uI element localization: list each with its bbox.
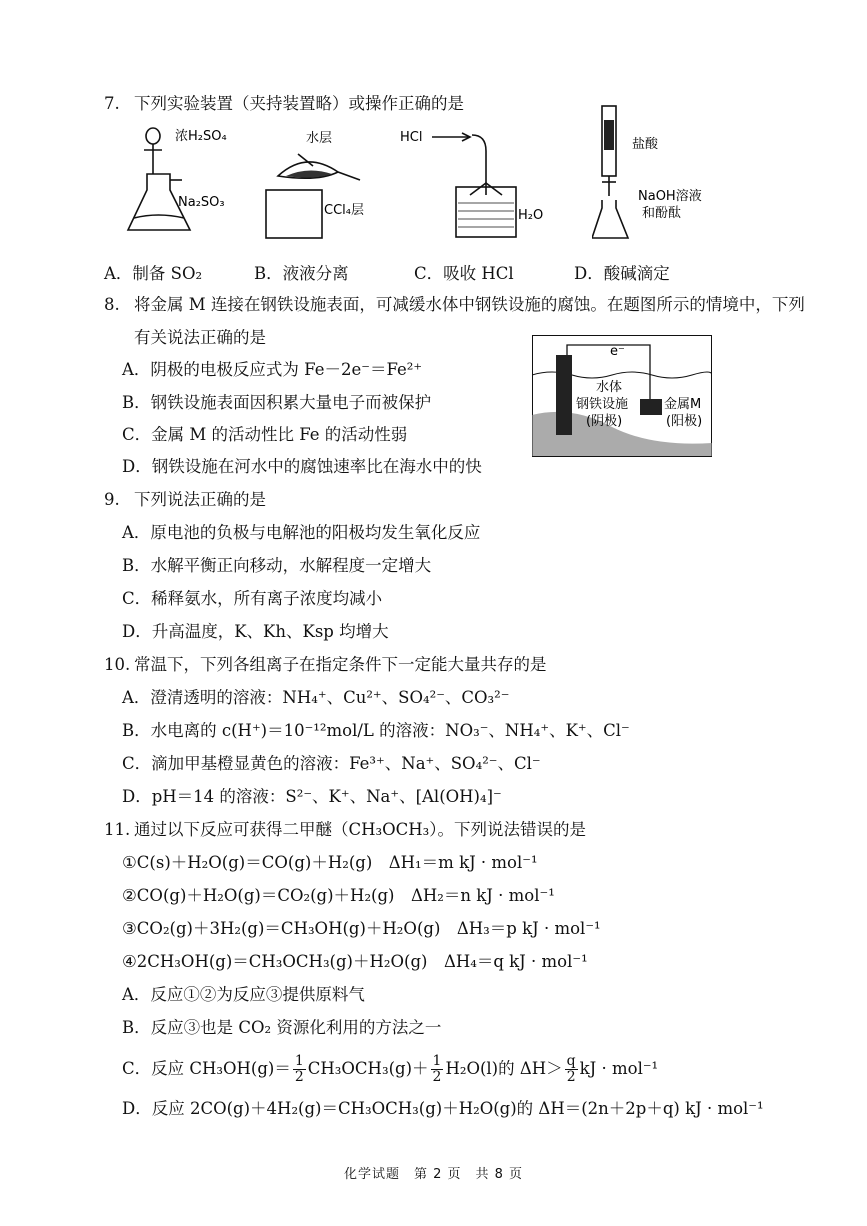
q7-stem-text: 下列实验装置（夹持装置略）或操作正确的是	[134, 94, 464, 113]
q7-option-a[interactable]: A．制备 SO₂	[104, 264, 203, 283]
q8-option-d[interactable]: D．钢铁设施在河水中的腐蚀速率比在海水中的快	[122, 457, 482, 476]
apparatus-a-so2-generator	[120, 118, 250, 243]
label-metal-m: 金属M	[664, 397, 702, 412]
q9-stem-text: 下列说法正确的是	[134, 490, 266, 509]
q11-stem-text: 通过以下反应可获得二甲醚（CH₃OCH₃）。下列说法错误的是	[134, 820, 587, 839]
q7-number: 7.	[104, 94, 120, 113]
q9-stem	[104, 489, 266, 511]
q9-option-a[interactable]: A．原电池的负极与电解池的阳极均发生氧化反应	[122, 523, 481, 542]
fraction-denominator: 2	[432, 1069, 442, 1085]
fraction-denominator: 2	[294, 1069, 304, 1085]
q8-stem-line2: 有关说法正确的是	[134, 328, 266, 347]
q11-reaction-1: ①C(s)＋H₂O(g)＝CO(g)＋H₂(g) ΔH₁＝m kJ · mol⁻¹	[122, 853, 538, 872]
q11-option-c-mid2: H₂O(l)的 ΔH＞	[445, 1059, 563, 1078]
q7-stem	[104, 93, 464, 115]
q10-option-b[interactable]: B．水电离的 c(H⁺)＝10⁻¹²mol/L 的溶液：NO₃⁻、NH₄⁺、K⁺、Cl⁻	[122, 721, 630, 740]
label-hydrochloric-acid: 盐酸	[632, 137, 659, 152]
q11-option-a[interactable]: A．反应①②为反应③提供原料气	[122, 985, 365, 1004]
apparatus-c-hcl-absorption	[400, 125, 550, 243]
q11-option-c-prefix: C．反应 CH₃OH(g)＝	[122, 1059, 291, 1078]
q7-option-d[interactable]: D．酸碱滴定	[574, 264, 670, 283]
q8-stem-line1	[104, 294, 805, 316]
q11-number: 11.	[104, 820, 131, 839]
q7-options	[104, 263, 670, 285]
label-h2o: H₂O	[518, 208, 544, 223]
fraction-half-1	[293, 1054, 306, 1085]
label-hcl: HCl	[400, 130, 423, 145]
q11-option-b[interactable]: B．反应③也是 CO₂ 资源化利用的方法之一	[122, 1018, 442, 1037]
q11-option-d[interactable]: D．反应 2CO(g)＋4H₂(g)＝CH₃OCH₃(g)＋H₂O(g)的 ΔH＝(2n＋2p＋q) kJ · mol⁻¹	[122, 1099, 764, 1118]
q10-option-c[interactable]: C．滴加甲基橙显黄色的溶液：Fe³⁺、Na⁺、SO₄²⁻、Cl⁻	[122, 754, 541, 773]
label-electron: e⁻	[610, 344, 625, 359]
fraction-numerator: 1	[294, 1053, 304, 1069]
fraction-half-2	[431, 1054, 444, 1085]
label-phenolphthalein: 和酚酞	[642, 206, 682, 221]
q8-number: 8.	[104, 295, 120, 314]
fraction-denominator: 2	[566, 1069, 576, 1085]
q11-option-c[interactable]	[122, 1052, 658, 1086]
q8-option-a[interactable]: A．阴极的电极反应式为 Fe－2e⁻＝Fe²⁺	[122, 360, 423, 379]
q9-option-c[interactable]: C．稀释氨水，所有离子浓度均减小	[122, 589, 383, 608]
q8-option-b[interactable]: B．钢铁设施表面因积累大量电子而被保护	[122, 393, 432, 412]
q8-corrosion-diagram	[532, 335, 712, 457]
q11-reaction-2: ②CO(g)＋H₂O(g)＝CO₂(g)＋H₂(g) ΔH₂＝n kJ · mol⁻¹	[122, 886, 555, 905]
label-conc-h2so4: 浓H₂SO₄	[175, 129, 227, 144]
q10-stem-text: 常温下，下列各组离子在指定条件下一定能大量共存的是	[134, 655, 547, 674]
q10-option-d[interactable]: D．pH＝14 的溶液：S²⁻、K⁺、Na⁺、[Al(OH)₄]⁻	[122, 787, 502, 806]
label-naoh-solution: NaOH溶液	[638, 189, 702, 204]
label-ccl4-layer: CCl₄层	[324, 203, 364, 218]
label-anode: (阳极)	[666, 414, 703, 429]
label-steel-facility: 钢铁设施	[576, 397, 629, 412]
q11-option-c-suffix: kJ · mol⁻¹	[579, 1059, 659, 1078]
q9-option-b[interactable]: B．水解平衡正向移动，水解程度一定增大	[122, 556, 432, 575]
apparatus-b-liquid-separation	[258, 128, 378, 240]
fraction-numerator: 1	[432, 1053, 442, 1069]
q10-option-a[interactable]: A．澄清透明的溶液：NH₄⁺、Cu²⁺、SO₄²⁻、CO₃²⁻	[122, 688, 510, 707]
label-water-body: 水体	[596, 380, 623, 395]
fraction-q-half	[565, 1054, 578, 1085]
q9-option-d[interactable]: D．升高温度，K、Kh、Ksp 均增大	[122, 622, 389, 641]
q11-reaction-3: ③CO₂(g)＋3H₂(g)＝CH₃OH(g)＋H₂O(g) ΔH₃＝p kJ · mol⁻¹	[122, 919, 601, 938]
label-water-layer: 水层	[306, 131, 333, 146]
q10-number: 10.	[104, 655, 131, 674]
page-footer: 化学试题 第 2 页 共 8 页	[343, 1167, 524, 1182]
fraction-numerator: q	[566, 1053, 576, 1069]
q11-stem	[104, 819, 586, 841]
q8-stem-text1: 将金属 M 连接在钢铁设施表面，可减缓水体中钢铁设施的腐蚀。在题图所示的情境中，下列	[134, 295, 805, 314]
q9-number: 9.	[104, 490, 120, 509]
q11-reaction-4: ④2CH₃OH(g)＝CH₃OCH₃(g)＋H₂O(g) ΔH₄＝q kJ · mol⁻¹	[122, 952, 588, 971]
q7-option-b[interactable]: B．液液分离	[254, 264, 349, 283]
apparatus-d-acid-base-titration	[592, 100, 722, 246]
q7-option-c[interactable]: C．吸收 HCl	[414, 264, 514, 283]
label-cathode: (阴极)	[586, 414, 623, 429]
q8-option-c[interactable]: C．金属 M 的活动性比 Fe 的活动性弱	[122, 425, 408, 444]
label-na2so3: Na₂SO₃	[178, 195, 225, 210]
q11-option-c-mid1: CH₃OCH₃(g)＋	[307, 1059, 429, 1078]
q10-stem	[104, 654, 547, 676]
